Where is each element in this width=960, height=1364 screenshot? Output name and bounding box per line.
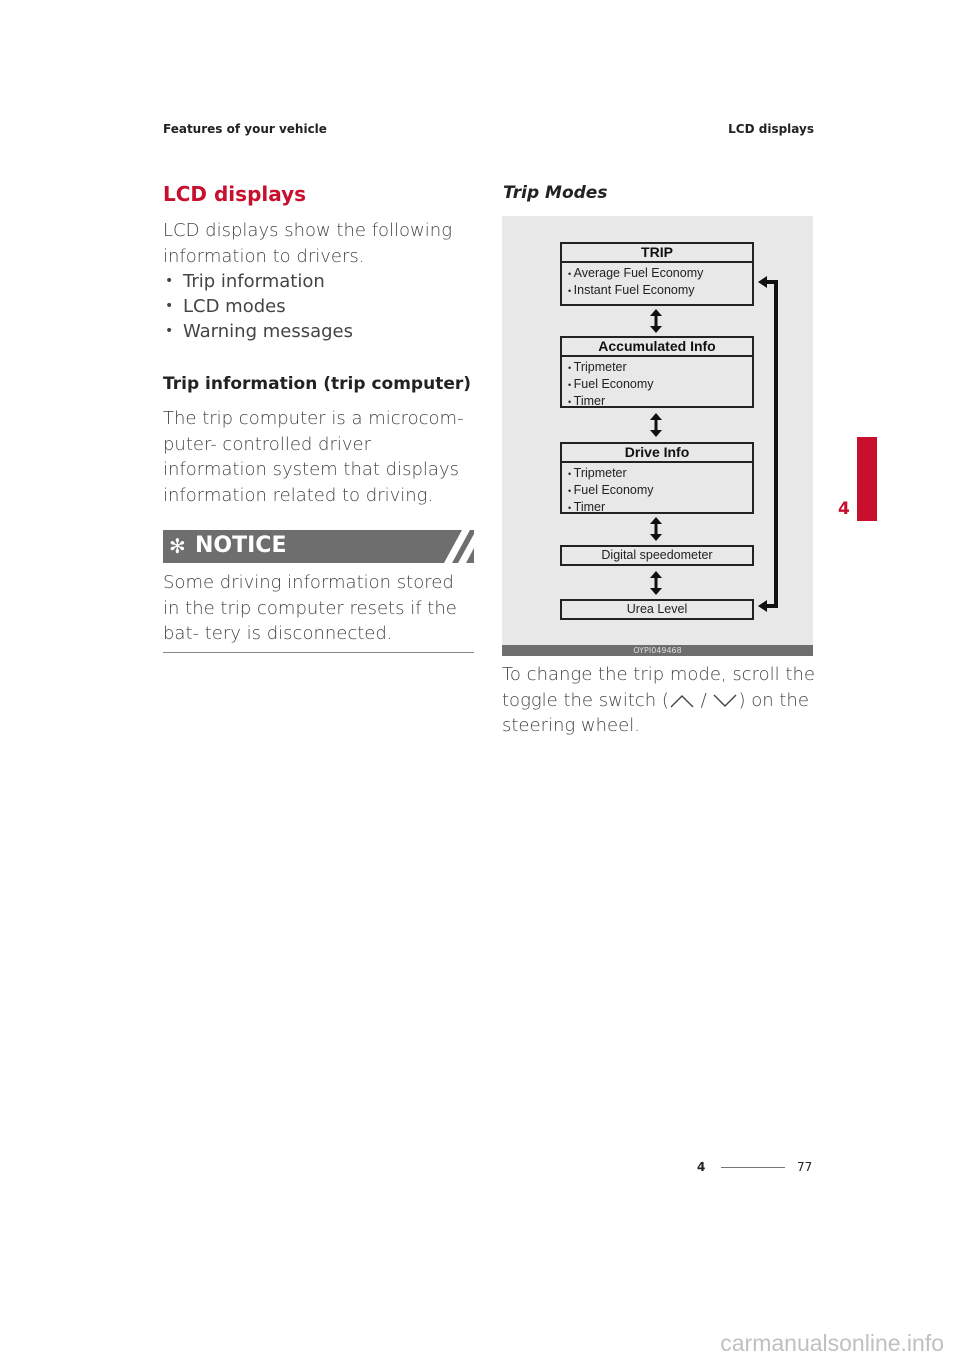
page-number: 77 <box>797 1160 813 1174</box>
info-bullet-list <box>163 269 473 344</box>
urea-level-box <box>560 599 754 620</box>
notice-divider <box>163 652 474 653</box>
list-item: • Tripmeter <box>568 465 752 482</box>
instruction-text: To change the trip mode, scroll the toggle the switch ( <box>502 664 815 711</box>
accumulated-info-box <box>560 336 754 408</box>
intro-paragraph: LCD displays show the following information to drivers. <box>163 220 452 267</box>
trip-mode-instructions <box>502 662 817 739</box>
figure-title: Trip Modes <box>503 183 608 203</box>
box-label: Digital speedometer <box>601 548 713 562</box>
chapter-number: 4 <box>838 499 850 519</box>
asterisk-icon: ✻ <box>169 534 186 558</box>
trip-box <box>560 242 754 306</box>
watermark: carmanualsonline.info <box>720 1330 944 1356</box>
list-item: • Warning messages <box>163 319 473 344</box>
trip-modes-diagram <box>502 216 813 656</box>
up-down-arrow-icon <box>648 413 664 437</box>
box-title: TRIP <box>562 244 752 263</box>
footer-divider <box>721 1167 785 1168</box>
box-title: Drive Info <box>562 444 752 463</box>
list-item: • Timer <box>568 499 752 516</box>
list-item: • Timer <box>568 393 752 410</box>
subsection-title: Trip information (trip computer) <box>163 374 472 394</box>
running-header-left: Features of your vehicle <box>163 122 327 136</box>
list-item: • Average Fuel Economy <box>568 265 752 282</box>
up-down-arrow-icon <box>648 571 664 595</box>
drive-info-box <box>560 442 754 514</box>
instruction-text: ) on the steering wheel. <box>502 689 809 736</box>
chapter-tab <box>857 437 877 521</box>
list-item: • Instant Fuel Economy <box>568 282 752 299</box>
list-item: • LCD modes <box>163 294 473 319</box>
running-header-right: LCD displays <box>728 122 814 136</box>
list-item: • Fuel Economy <box>568 376 752 393</box>
trip-info-paragraph: The trip computer is a microcom- puter- controlled driver information system that displays information related to driving. <box>163 408 464 506</box>
chevron-up-icon <box>669 694 695 708</box>
cycle-arrow-icon <box>757 276 782 616</box>
up-down-arrow-icon <box>648 517 664 541</box>
section-title: LCD displays <box>163 182 307 206</box>
list-item: • Fuel Economy <box>568 482 752 499</box>
notice-banner <box>163 530 474 563</box>
footer-chapter: 4 <box>697 1160 706 1174</box>
digital-speedometer-box <box>560 545 754 566</box>
notice-label: NOTICE <box>195 533 287 558</box>
box-label: Urea Level <box>626 602 688 616</box>
instruction-separator: / <box>694 689 713 711</box>
figure-caption: OYPI049468 <box>502 645 813 656</box>
stripe-decoration-icon <box>422 530 474 563</box>
notice-paragraph: Some driving information stored in the trip computer resets if the bat- tery is disconnected. <box>163 572 457 644</box>
list-item: • Trip information <box>163 269 473 294</box>
up-down-arrow-icon <box>648 309 664 333</box>
box-title: Accumulated Info <box>562 338 752 357</box>
list-item: • Tripmeter <box>568 359 752 376</box>
chevron-down-icon <box>712 694 738 708</box>
